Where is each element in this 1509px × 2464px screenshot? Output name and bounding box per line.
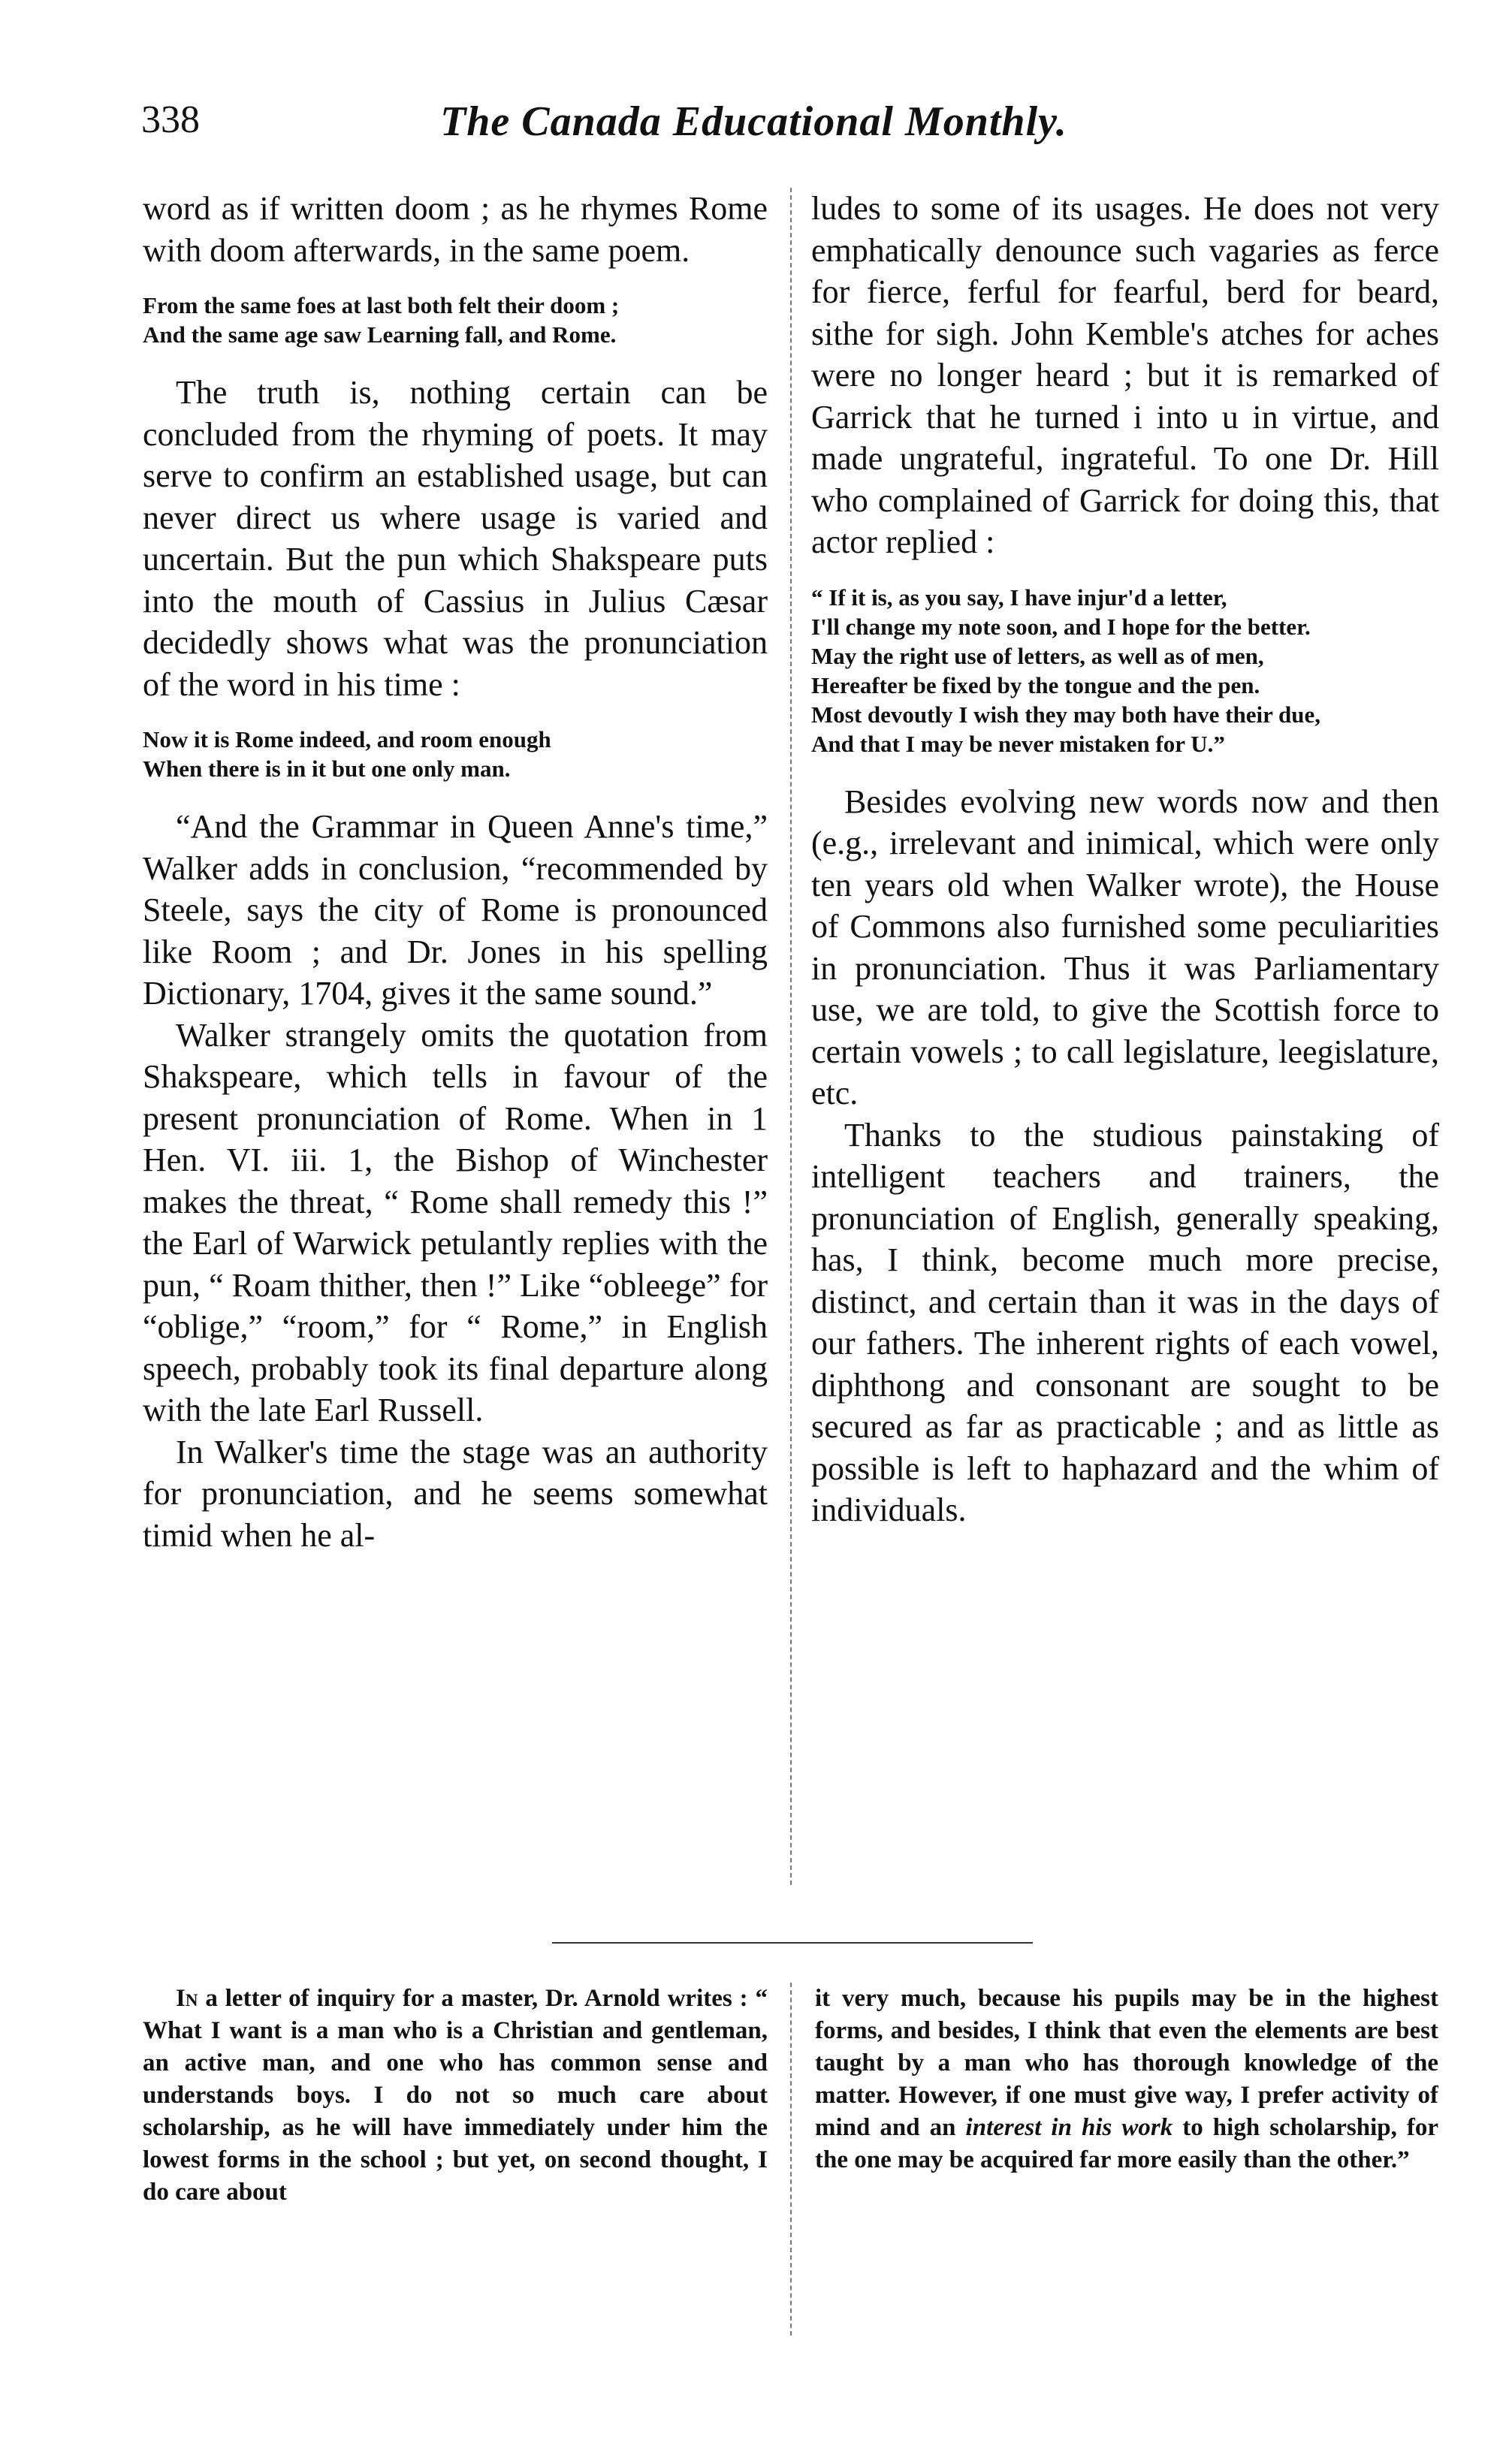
paragraph: The truth is, nothing certain can be concluded from the rhyming of poets. It may serve to confirm an established usage, but can never direct us where usage is varied and uncertain. But the pun which Shakspeare puts into the mouth of Cassius in Julius Cæsar decidedly shows what was the pronunciation of the word in his time : <box>143 374 768 703</box>
paragraph: ludes to some of its usages. He does not very emphatically denounce such vagaries as ferce for fierce, ferful for fearful, berd for beard, sithe for sigh. John Kemble's atches for aches were no longer heard ; but it is remarked of Garrick that he turned i into u in virtue, and made ungrateful, ingrateful. To one Dr. Hill who complained of Garrick for doing this, that actor replied : <box>811 190 1439 560</box>
left-column <box>143 188 768 1885</box>
paragraph: “And the Grammar in Queen Anne's time,” Walker adds in conclusion, “recommended by Steele, says the city of Rome is pronounced like Room ; and Dr. Jones in his spelling Dictionary, 1704, gives it the same sound.” <box>143 808 768 1012</box>
verse-line: When there is in it but one only man. <box>143 755 511 782</box>
paragraph: Thanks to the studious painstaking of intelligent teachers and trainers, the pronunciation of English, generally speaking, has, I think, become much more precise, distinct, and certain than it was in the days of our fathers. The inherent rights of each vowel, diphthong and consonant are sought to be secured as far as practicable ; and as little as possible is left to haphazard and the whim of individuals. <box>811 1116 1439 1528</box>
verse-line: I'll change my note soon, and I hope for the better. <box>811 613 1311 640</box>
footnote-paragraph <box>143 1983 768 2209</box>
footnote-right <box>815 1983 1438 2336</box>
verse-line: Most devoutly I wish they may both have their due, <box>811 701 1321 728</box>
footnote-left <box>143 1983 768 2336</box>
footnote-lead: In <box>176 1985 198 2012</box>
verse-quote <box>143 725 768 783</box>
paragraph: Besides evolving new words now and then (e.g., irrelevant and inimical, which were only ten years old when Walker wrote), the House of Commons also furnished some peculiarities in pronunciation. Thus it was Parliamentary use, we are told, to give the Scottish force to certain vowels ; to call legislature, leegislature, etc. <box>811 783 1439 1111</box>
paragraph: In Walker's time the stage was an authority for pronunciation, and he seems somewhat timid when he al- <box>143 1433 768 1554</box>
verse-line: “ If it is, as you say, I have injur'd a letter, <box>811 584 1227 611</box>
footnote-text: to high scholarship, for the one may be acquired far more easily than the other.” <box>815 2114 1438 2173</box>
paragraph: Walker strangely omits the quotation from Shakspeare, which tells in favour of the present pronunciation of Rome. When in 1 Hen. VI. iii. 1, the Bishop of Winchester makes the threat, “ Rome shall remedy this !” the Earl of Warwick petulantly replies with the pun, “ Roam thither, then !” Like “obleege” for “oblige,” “room,” for “ Rome,” in English speech, probably took its final departure along with the late Earl Russell. <box>143 1016 768 1428</box>
page-header <box>141 98 1366 158</box>
footnote-text: it very much, because his pupils may be in the highest forms, and besides, I think that even the elements are best taught by a man who has thorough knowledge of the matter. However, if one must give way, I prefer activity of mind and an <box>815 1985 1438 2141</box>
verse-quote <box>143 291 768 349</box>
verse-line: From the same foes at last both felt their doom ; <box>143 292 620 318</box>
page-number: 338 <box>141 98 200 141</box>
section-separator <box>552 1942 1033 1944</box>
footnote-emphasis: interest in his work <box>965 2114 1173 2141</box>
verse-line: Hereafter be fixed by the tongue and the pen. <box>811 671 1260 698</box>
verse-line: And that I may be never mistaken for U.” <box>811 730 1225 757</box>
column-divider <box>790 188 792 1885</box>
paragraph: word as if written doom ; as he rhymes Rome with doom afterwards, in the same poem. <box>143 190 768 269</box>
verse-line: Now it is Rome indeed, and room enough <box>143 726 551 752</box>
verse-line: And the same age saw Learning fall, and Rome. <box>143 321 617 348</box>
footnote-divider <box>790 1983 792 2336</box>
verse-line: May the right use of letters, as well as of men, <box>811 642 1264 669</box>
running-title: The Canada Educational Monthly. <box>440 98 1067 145</box>
footnote-text: a letter of inquiry for a master, Dr. Arnold writes : “ What I want is a man who is a Christian and gentleman, an active man, and one who has common sense and understands boys. I do not so much care about scholarship, as he will have immediately under him the lowest forms in the school ; but yet, on second thought, I do care about <box>143 1985 768 2206</box>
verse-quote <box>811 583 1439 759</box>
footnote-paragraph <box>815 1983 1438 2176</box>
right-column <box>811 188 1439 1885</box>
